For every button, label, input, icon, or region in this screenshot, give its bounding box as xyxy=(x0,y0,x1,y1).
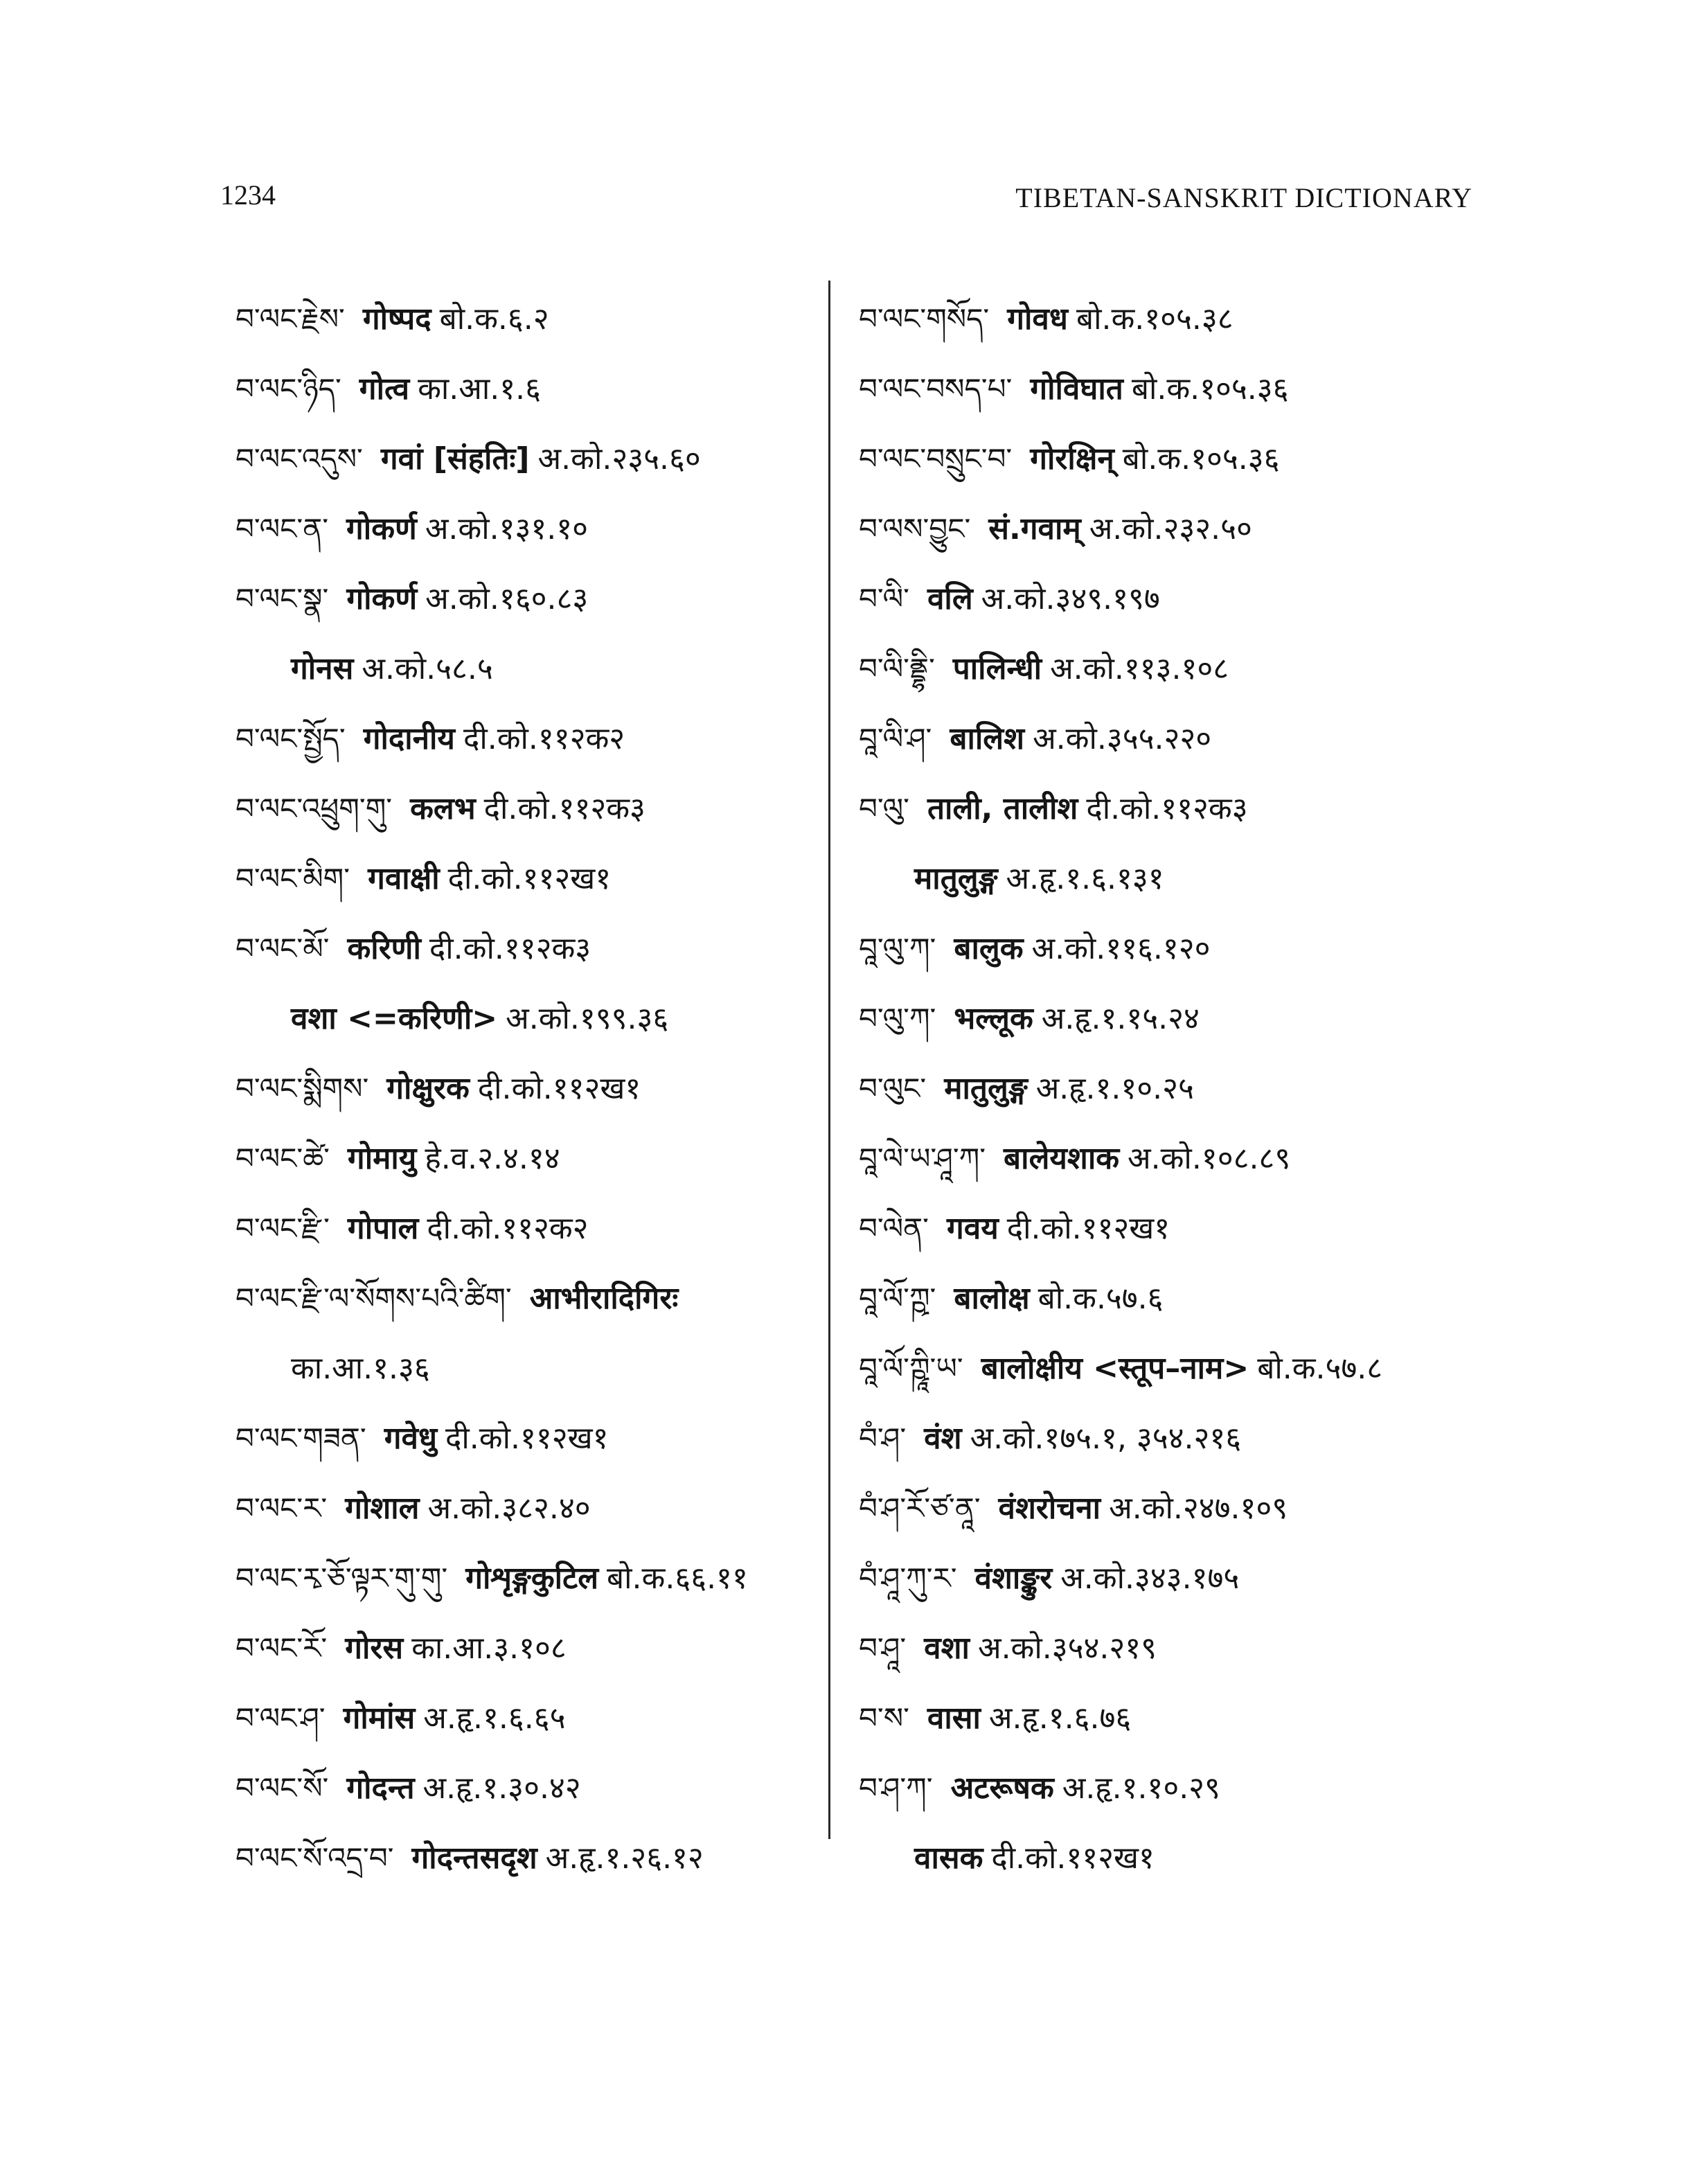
dictionary-entry xyxy=(235,1193,824,1263)
source-reference: अ.को.१०८.८९ xyxy=(1128,1141,1291,1176)
tibetan-headword: བ་ཤ་ཀ་ xyxy=(859,1771,933,1805)
sanskrit-equivalent: गोनस xyxy=(291,651,354,686)
sanskrit-equivalent: करिणी xyxy=(347,931,421,966)
source-reference: अ.को.२३५.६० xyxy=(537,441,701,477)
source-reference: दी.को.११२ख१ xyxy=(447,861,612,896)
source-reference: का.आ.१.३६ xyxy=(291,1351,430,1386)
sanskrit-equivalent: गोकर्ण xyxy=(346,581,418,616)
dictionary-entry xyxy=(859,354,1441,424)
dictionary-entry xyxy=(235,634,824,704)
dictionary-entry xyxy=(859,1543,1441,1613)
sanskrit-equivalent: गोदन्तसदृश xyxy=(411,1840,537,1876)
source-reference: बो.क.१०५.३६ xyxy=(1122,441,1280,477)
source-reference: बो.क.६.२ xyxy=(439,301,549,337)
source-reference: अ.हृ.१.३०.४२ xyxy=(422,1770,581,1806)
tibetan-headword: བ་ལང་རྭ་ཅོ་ལྟར་གུ་གུ་ xyxy=(235,1561,448,1595)
source-reference: अ.को.३५५.२२० xyxy=(1033,721,1212,756)
dictionary-entry xyxy=(859,1054,1441,1124)
tibetan-headword: བ་ལང་བསད་པ་ xyxy=(859,372,1013,406)
sanskrit-equivalent: वंशरोचना xyxy=(998,1491,1101,1526)
dictionary-entry xyxy=(859,984,1441,1054)
dictionary-entry xyxy=(235,984,824,1054)
source-reference: अ.को.१६०.८३ xyxy=(425,581,589,616)
tibetan-headword: བ་ལུ་ཀ་ xyxy=(859,1002,936,1036)
source-reference: अ.हृ.१.१०.२९ xyxy=(1062,1770,1220,1806)
source-reference: बो.क.६६.११ xyxy=(607,1561,748,1596)
tibetan-headword: བ་ལུ་ xyxy=(859,792,909,826)
tibetan-headword: བ་ལང་སྣ་ xyxy=(235,582,329,616)
sanskrit-equivalent: ताली, तालीश xyxy=(927,791,1078,826)
dictionary-entry xyxy=(235,1263,824,1333)
sanskrit-equivalent: अटरूषक xyxy=(950,1770,1054,1806)
dictionary-entry xyxy=(235,424,824,494)
sanskrit-equivalent: वलि xyxy=(927,581,973,616)
source-reference: दी.को.११२क२ xyxy=(463,721,625,756)
tibetan-headword: བ་ལང་སོ་འདྲ་བ་ xyxy=(235,1841,394,1875)
sanskrit-equivalent: वशा <=करिणी> xyxy=(291,1001,498,1036)
dictionary-entry xyxy=(859,704,1441,774)
tibetan-headword: བ་ལང་ཚེ་ xyxy=(235,1142,330,1175)
source-reference: अ.हृ.१.६.१३१ xyxy=(1006,861,1164,896)
source-reference: अ.हृ.१.१०.२५ xyxy=(1035,1071,1194,1106)
left-column xyxy=(235,284,824,1893)
source-reference: अ.को.३४९.१९७ xyxy=(981,581,1160,616)
tibetan-headword: བ་ལང་རོ་ xyxy=(235,1631,328,1665)
tibetan-headword: བ་ལས་བྱུང་ xyxy=(859,512,971,546)
sanskrit-equivalent: सं.गवाम् xyxy=(988,511,1081,547)
source-reference: का.आ.३.१०८ xyxy=(411,1631,567,1666)
source-reference: दी.को.११२ख१ xyxy=(1006,1211,1170,1246)
tibetan-headword: བ་ལང་རྫི་ xyxy=(235,1211,330,1245)
dictionary-entry xyxy=(235,1333,824,1403)
sanskrit-equivalent: गोदानीय xyxy=(363,721,455,756)
sanskrit-equivalent: बालुक xyxy=(954,931,1024,966)
dictionary-entry xyxy=(235,704,824,774)
sanskrit-equivalent: आभीरादिगिरः xyxy=(529,1281,679,1316)
tibetan-headword: བ་ལུང་ xyxy=(859,1072,927,1106)
tibetan-headword: བཾ་ཤ་ xyxy=(859,1421,907,1455)
sanskrit-equivalent: वासा xyxy=(927,1701,981,1736)
sanskrit-equivalent: कलभ xyxy=(410,791,476,826)
source-reference: बो.क.५७.६ xyxy=(1037,1281,1164,1316)
source-reference: अ.को.५८.५ xyxy=(362,651,493,686)
dictionary-entry xyxy=(235,564,824,634)
source-reference: अ.को.३८२.४० xyxy=(427,1491,591,1526)
sanskrit-equivalent: गोशाल xyxy=(345,1491,420,1526)
tibetan-headword: བཱ་ལི་ཤ་ xyxy=(859,722,932,756)
source-reference: अ.को.११३.१०८ xyxy=(1050,651,1229,686)
sanskrit-equivalent: गोमायु xyxy=(347,1141,417,1176)
sanskrit-equivalent: बालिश xyxy=(950,721,1025,756)
page-number: 1234 xyxy=(220,179,276,211)
tibetan-headword: བ་ལང་ཤ་ xyxy=(235,1701,326,1735)
sanskrit-equivalent: बालेयशाक xyxy=(1004,1141,1120,1176)
dictionary-entry xyxy=(235,1613,824,1683)
source-reference: बो.क.१०५.३८ xyxy=(1076,301,1234,337)
sanskrit-equivalent: गोपाल xyxy=(347,1211,419,1246)
source-reference: अ.को.११६.१२० xyxy=(1031,931,1211,966)
tibetan-headword: བ་ལང་སོ་ xyxy=(235,1771,329,1805)
sanskrit-equivalent: गोशृङ्गकुटिल xyxy=(465,1561,599,1596)
sanskrit-equivalent: गोष्पद xyxy=(362,301,431,337)
source-reference: दी.को.११२ख१ xyxy=(445,1421,609,1456)
dictionary-entry xyxy=(235,1753,824,1823)
tibetan-headword: བ་ཤཱ་ xyxy=(859,1631,907,1665)
tibetan-headword: བ་ལང་ན་ xyxy=(235,512,329,546)
dictionary-entry xyxy=(235,774,824,844)
sanskrit-equivalent: वशा xyxy=(924,1631,970,1666)
dictionary-entry xyxy=(235,1543,824,1613)
tibetan-headword: བ་ལང་སྤྱོད་ xyxy=(235,722,346,756)
tibetan-headword: བཱ་ལོ་ཀྵཱི་ཡ་ xyxy=(859,1351,963,1385)
source-reference: हे.व.२.४.१४ xyxy=(425,1141,560,1176)
tibetan-headword: བ་ལི་ནྡྷི་ xyxy=(859,652,935,686)
dictionary-entry xyxy=(235,914,824,984)
dictionary-entry xyxy=(235,1473,824,1543)
sanskrit-equivalent: गोमांस xyxy=(343,1701,416,1736)
tibetan-headword: བ་ས་ xyxy=(859,1701,909,1735)
sanskrit-equivalent: गवां [संहतिः] xyxy=(380,441,530,477)
dictionary-entry xyxy=(235,1124,824,1193)
tibetan-headword: བ་ལང་གསོད་ xyxy=(859,302,990,336)
sanskrit-equivalent: भल्लूक xyxy=(954,1001,1033,1036)
sanskrit-equivalent: गोरस xyxy=(345,1631,404,1666)
sanskrit-equivalent: गोरक्षिन् xyxy=(1030,441,1114,477)
sanskrit-equivalent: मातुलुङ्ग xyxy=(914,861,998,896)
sanskrit-equivalent: गवेधु xyxy=(384,1421,438,1456)
dictionary-entry xyxy=(859,1473,1441,1543)
dictionary-entry xyxy=(859,564,1441,634)
source-reference: अ.हृ.१.६.७६ xyxy=(988,1701,1132,1736)
tibetan-headword: བ་ལང་འཕྲུག་གུ་ xyxy=(235,792,393,826)
source-reference: अ.को.२४७.१०९ xyxy=(1109,1491,1288,1526)
dictionary-entry xyxy=(859,1403,1441,1473)
source-reference: अ.हृ.१.१५.२४ xyxy=(1041,1001,1200,1036)
sanskrit-equivalent: गोत्व xyxy=(359,371,410,407)
sanskrit-equivalent: गोवध xyxy=(1007,301,1068,337)
dictionary-entry xyxy=(859,774,1441,844)
dictionary-entry xyxy=(859,1333,1441,1403)
tibetan-headword: བ་ལེན་ xyxy=(859,1211,929,1245)
sanskrit-equivalent: बालोक्ष xyxy=(954,1281,1030,1316)
dictionary-entry xyxy=(235,1683,824,1753)
tibetan-headword: བ་ལི་ xyxy=(859,582,909,616)
source-reference: दी.को.११२क३ xyxy=(429,931,591,966)
sanskrit-equivalent: गोकर्ण xyxy=(346,511,417,547)
tibetan-headword: བ་ལང་འདུས་ xyxy=(235,442,363,476)
source-reference: अ.को.१९९.३६ xyxy=(506,1001,669,1036)
dictionary-entry xyxy=(859,1753,1441,1823)
source-reference: दी.को.११२ख१ xyxy=(991,1840,1155,1876)
dictionary-entry xyxy=(235,1823,824,1893)
tibetan-headword: བ་ལང་གཟན་ xyxy=(235,1421,366,1455)
tibetan-headword: བཾ་ཤ་རོ་ཙ་ནཱ་ xyxy=(859,1491,981,1525)
tibetan-headword: བཱ་ལོ་ཀྵ་ xyxy=(859,1281,936,1315)
sanskrit-equivalent: गोदन्त xyxy=(346,1770,415,1806)
dictionary-entry xyxy=(859,1124,1441,1193)
sanskrit-equivalent: बालोक्षीय <स्तूप–नाम> xyxy=(981,1351,1249,1386)
source-reference: अ.को.३४३.१७५ xyxy=(1060,1561,1240,1596)
sanskrit-equivalent: मातुलुङ्ग xyxy=(944,1071,1028,1106)
tibetan-headword: བཱ་ལུ་ཀ་ xyxy=(859,932,936,966)
dictionary-entry xyxy=(859,634,1441,704)
dictionary-entry xyxy=(859,424,1441,494)
sanskrit-equivalent: वंश xyxy=(924,1421,962,1456)
source-reference: अ.को.१७५.१, ३५४.२१६ xyxy=(970,1421,1242,1456)
tibetan-headword: བ་ལང་ཉིད་ xyxy=(235,372,341,406)
tibetan-headword: བ་ལང་རྫི་ལ་སོགས་པའི་ཚིག་ xyxy=(235,1281,512,1315)
sanskrit-equivalent: गवय xyxy=(946,1211,999,1246)
dictionary-entry xyxy=(235,494,824,564)
dictionary-entry xyxy=(859,1683,1441,1753)
dictionary-entry xyxy=(859,284,1441,354)
sanskrit-equivalent: गवाक्षी xyxy=(368,861,440,896)
running-head: TIBETAN-SANSKRIT DICTIONARY xyxy=(1015,182,1472,213)
dictionary-entry xyxy=(859,914,1441,984)
source-reference: अ.को.२३२.५० xyxy=(1089,511,1252,547)
dictionary-entry xyxy=(235,284,824,354)
tibetan-headword: བ་ལང་རྗེས་ xyxy=(235,302,345,336)
source-reference: दी.को.११२क३ xyxy=(1086,791,1248,826)
source-reference: बो.क.५७.८ xyxy=(1257,1351,1383,1386)
tibetan-headword: བཾ་ཤཱ་ཀུ་ར་ xyxy=(859,1561,957,1595)
dictionary-entry xyxy=(235,354,824,424)
tibetan-headword: བ་ལང་བསྲུང་བ་ xyxy=(859,442,1013,476)
tibetan-headword: བ་ལང་མིག་ xyxy=(235,862,350,896)
sanskrit-equivalent: वासक xyxy=(914,1840,983,1876)
source-reference: अ.को.१३१.१० xyxy=(425,511,588,547)
tibetan-headword: བ་ལང་ར་ xyxy=(235,1491,328,1525)
sanskrit-equivalent: गोविघात xyxy=(1030,371,1123,407)
source-reference: दी.को.११२क२ xyxy=(427,1211,589,1246)
right-column xyxy=(859,284,1441,1893)
dictionary-entry xyxy=(859,1263,1441,1333)
source-reference: अ.को.३५४.२१९ xyxy=(977,1631,1157,1666)
dictionary-entry xyxy=(859,844,1441,914)
dictionary-entry xyxy=(235,1403,824,1473)
dictionary-entry xyxy=(859,1823,1441,1893)
source-reference: अ.हृ.१.२६.१२ xyxy=(545,1840,704,1876)
source-reference: दी.को.११२ख१ xyxy=(477,1071,641,1106)
dictionary-entry xyxy=(859,1613,1441,1683)
tibetan-headword: བ་ལང་སྨིགས་ xyxy=(235,1072,369,1106)
source-reference: दी.को.११२क३ xyxy=(483,791,645,826)
source-reference: का.आ.१.६ xyxy=(418,371,541,407)
dictionary-entry xyxy=(859,1193,1441,1263)
sanskrit-equivalent: पालिन्धी xyxy=(952,651,1042,686)
dictionary-entry xyxy=(235,844,824,914)
dictionary-entry xyxy=(235,1054,824,1124)
tibetan-headword: བཱ་ལེ་ཡ་ཤཱ་ཀ་ xyxy=(859,1142,986,1175)
dictionary-entry xyxy=(859,494,1441,564)
sanskrit-equivalent: गोक्षुरक xyxy=(386,1071,470,1106)
tibetan-headword: བ་ལང་མོ་ xyxy=(235,932,330,966)
source-reference: अ.हृ.१.६.६५ xyxy=(423,1701,566,1736)
source-reference: बो.क.१०५.३६ xyxy=(1131,371,1289,407)
column-divider xyxy=(828,281,830,1839)
sanskrit-equivalent: वंशाङ्कुर xyxy=(974,1561,1053,1596)
